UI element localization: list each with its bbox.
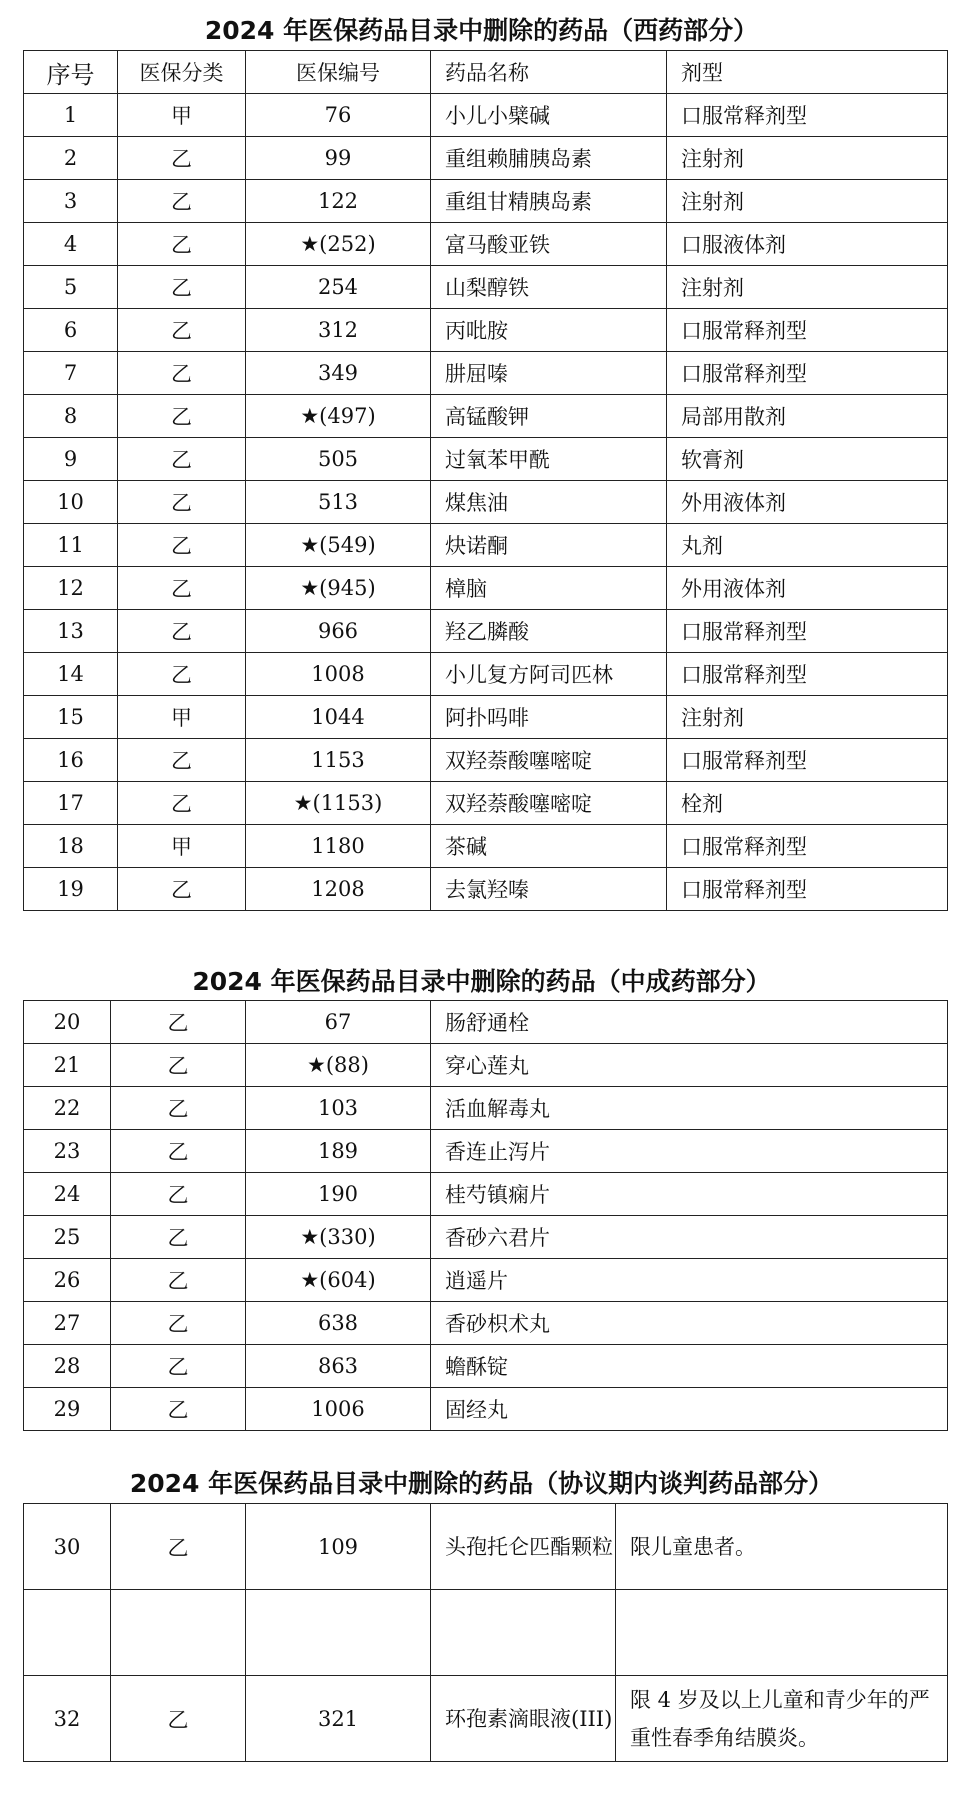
table-row xyxy=(24,1173,948,1216)
cell-seq: 12 xyxy=(24,567,118,610)
cell-seq: 16 xyxy=(24,739,118,782)
table-row xyxy=(24,567,948,610)
cell-drug-name: 环孢素滴眼液(III) xyxy=(431,1676,616,1762)
cell-code: 190 xyxy=(246,1173,431,1216)
cell-detail: 丸剂 xyxy=(667,524,948,567)
cell-category: 乙 xyxy=(118,567,246,610)
cell-category: 乙 xyxy=(111,1504,246,1590)
cell-detail: 限 4 岁及以上儿童和青少年的严重性春季角结膜炎。 xyxy=(616,1676,948,1762)
cell-detail: 口服常释剂型 xyxy=(667,610,948,653)
cell-code xyxy=(246,1590,431,1676)
table-row xyxy=(24,1388,948,1431)
section1-title: 2024 年医保药品目录中删除的药品（西药部分） xyxy=(204,16,759,45)
cell-code: ★(88) xyxy=(246,1044,431,1087)
cell-detail: 外用液体剂 xyxy=(667,481,948,524)
cell-drug-name: 去氯羟嗪 xyxy=(431,868,667,911)
cell-seq: 8 xyxy=(24,395,118,438)
cell-drug-name: 重组赖脯胰岛素 xyxy=(431,137,667,180)
cell-seq: 19 xyxy=(24,868,118,911)
table-row xyxy=(24,1001,948,1044)
cell-category: 甲 xyxy=(118,696,246,739)
table-row xyxy=(24,395,948,438)
cell-category: 乙 xyxy=(118,223,246,266)
table-row xyxy=(24,1087,948,1130)
cell-seq: 22 xyxy=(24,1087,111,1130)
cell-detail: 注射剂 xyxy=(667,180,948,223)
cell-seq: 24 xyxy=(24,1173,111,1216)
header-seq: 序号 xyxy=(24,51,118,94)
header-dosage-form: 剂型 xyxy=(667,51,948,94)
cell-category: 乙 xyxy=(118,395,246,438)
cell-seq: 9 xyxy=(24,438,118,481)
cell-category: 乙 xyxy=(111,1216,246,1259)
cell-category: 乙 xyxy=(118,352,246,395)
cell-category: 乙 xyxy=(118,481,246,524)
cell-drug-name: 蟾酥锭 xyxy=(431,1345,948,1388)
cell-category: 乙 xyxy=(118,309,246,352)
cell-seq: 11 xyxy=(24,524,118,567)
cell-seq: 28 xyxy=(24,1345,111,1388)
cell-category: 乙 xyxy=(118,610,246,653)
cell-code: 966 xyxy=(246,610,431,653)
cell-category xyxy=(111,1590,246,1676)
cell-detail: 口服液体剂 xyxy=(667,223,948,266)
cell-category: 乙 xyxy=(111,1001,246,1044)
cell-seq: 6 xyxy=(24,309,118,352)
cell-drug-name: 头孢托仑匹酯颗粒 xyxy=(431,1504,616,1590)
cell-drug-name: 桂芍镇痫片 xyxy=(431,1173,948,1216)
cell-code: 1044 xyxy=(246,696,431,739)
cell-category: 乙 xyxy=(111,1259,246,1302)
cell-drug-name: 小儿小檗碱 xyxy=(431,94,667,137)
cell-category: 乙 xyxy=(118,438,246,481)
cell-drug-name: 煤焦油 xyxy=(431,481,667,524)
cell-seq: 3 xyxy=(24,180,118,223)
section2-title: 2024 年医保药品目录中删除的药品（中成药部分） xyxy=(192,967,771,996)
table-row xyxy=(24,137,948,180)
table-row xyxy=(24,94,948,137)
cell-drug-name: 茶碱 xyxy=(431,825,667,868)
cell-detail: 注射剂 xyxy=(667,137,948,180)
table-row xyxy=(24,1044,948,1087)
cell-drug-name xyxy=(431,1590,616,1676)
cell-detail: 外用液体剂 xyxy=(667,567,948,610)
cell-drug-name: 丙吡胺 xyxy=(431,309,667,352)
header-drug-name: 药品名称 xyxy=(431,51,667,94)
table-row xyxy=(24,481,948,524)
table-row xyxy=(24,438,948,481)
cell-drug-name: 小儿复方阿司匹林 xyxy=(431,653,667,696)
cell-code: 312 xyxy=(246,309,431,352)
cell-seq: 20 xyxy=(24,1001,111,1044)
cell-seq: 14 xyxy=(24,653,118,696)
cell-code: 189 xyxy=(246,1130,431,1173)
cell-seq: 15 xyxy=(24,696,118,739)
cell-code: ★(330) xyxy=(246,1216,431,1259)
table-row xyxy=(24,309,948,352)
table-row xyxy=(24,696,948,739)
table-row xyxy=(24,739,948,782)
cell-category: 乙 xyxy=(118,868,246,911)
table-row xyxy=(24,610,948,653)
cell-code: 863 xyxy=(246,1345,431,1388)
cell-seq: 5 xyxy=(24,266,118,309)
cell-category: 乙 xyxy=(111,1302,246,1345)
table-row xyxy=(24,266,948,309)
table-row xyxy=(24,1302,948,1345)
cell-drug-name: 樟脑 xyxy=(431,567,667,610)
cell-code: ★(945) xyxy=(246,567,431,610)
table-row xyxy=(24,782,948,825)
cell-drug-name: 香砂六君片 xyxy=(431,1216,948,1259)
cell-category: 乙 xyxy=(118,653,246,696)
cell-category: 乙 xyxy=(111,1345,246,1388)
cell-detail: 栓剂 xyxy=(667,782,948,825)
cell-seq: 17 xyxy=(24,782,118,825)
cell-code: ★(604) xyxy=(246,1259,431,1302)
cell-seq: 7 xyxy=(24,352,118,395)
table-row xyxy=(24,180,948,223)
cell-drug-name: 固经丸 xyxy=(431,1388,948,1431)
chinese-medicine-table xyxy=(23,1000,948,1431)
cell-category: 乙 xyxy=(118,524,246,567)
cell-code: ★(497) xyxy=(246,395,431,438)
cell-drug-name: 双羟萘酸噻嘧啶 xyxy=(431,782,667,825)
cell-code: 1153 xyxy=(246,739,431,782)
cell-detail: 注射剂 xyxy=(667,696,948,739)
cell-code: ★(252) xyxy=(246,223,431,266)
cell-code: 122 xyxy=(246,180,431,223)
cell-code: 103 xyxy=(246,1087,431,1130)
table-row xyxy=(24,524,948,567)
cell-detail: 口服常释剂型 xyxy=(667,94,948,137)
cell-seq: 25 xyxy=(24,1216,111,1259)
western-medicine-table xyxy=(23,50,948,911)
cell-code: 513 xyxy=(246,481,431,524)
cell-seq: 10 xyxy=(24,481,118,524)
cell-detail: 口服常释剂型 xyxy=(667,739,948,782)
cell-seq: 4 xyxy=(24,223,118,266)
cell-code: 1180 xyxy=(246,825,431,868)
table-row xyxy=(24,1216,948,1259)
cell-code: 321 xyxy=(246,1676,431,1762)
table-row xyxy=(24,1676,948,1762)
cell-seq: 13 xyxy=(24,610,118,653)
table-row xyxy=(24,1130,948,1173)
cell-code: 1008 xyxy=(246,653,431,696)
cell-seq: 27 xyxy=(24,1302,111,1345)
cell-drug-name: 穿心莲丸 xyxy=(431,1044,948,1087)
cell-drug-name: 富马酸亚铁 xyxy=(431,223,667,266)
cell-seq: 29 xyxy=(24,1388,111,1431)
cell-category: 甲 xyxy=(118,94,246,137)
cell-code: 638 xyxy=(246,1302,431,1345)
header-category: 医保分类 xyxy=(118,51,246,94)
cell-seq: 23 xyxy=(24,1130,111,1173)
cell-category: 乙 xyxy=(111,1676,246,1762)
cell-category: 乙 xyxy=(111,1388,246,1431)
cell-seq xyxy=(24,1590,111,1676)
cell-detail: 软膏剂 xyxy=(667,438,948,481)
cell-drug-name: 阿扑吗啡 xyxy=(431,696,667,739)
cell-category: 乙 xyxy=(118,180,246,223)
cell-code: 76 xyxy=(246,94,431,137)
cell-category: 乙 xyxy=(118,137,246,180)
table-row xyxy=(24,825,948,868)
cell-category: 乙 xyxy=(111,1044,246,1087)
cell-category: 乙 xyxy=(118,266,246,309)
table-row xyxy=(24,1259,948,1302)
section3-title: 2024 年医保药品目录中删除的药品（协议期内谈判药品部分） xyxy=(129,1469,834,1498)
cell-code: 254 xyxy=(246,266,431,309)
cell-detail: 局部用散剂 xyxy=(667,395,948,438)
cell-drug-name: 肼屈嗪 xyxy=(431,352,667,395)
cell-category: 乙 xyxy=(111,1173,246,1216)
cell-code: 67 xyxy=(246,1001,431,1044)
cell-drug-name: 过氧苯甲酰 xyxy=(431,438,667,481)
cell-drug-name: 山梨醇铁 xyxy=(431,266,667,309)
cell-drug-name: 双羟萘酸噻嘧啶 xyxy=(431,739,667,782)
table-row xyxy=(24,1590,948,1676)
cell-drug-name: 高锰酸钾 xyxy=(431,395,667,438)
cell-category: 乙 xyxy=(111,1130,246,1173)
cell-seq: 32 xyxy=(24,1676,111,1762)
cell-drug-name: 肠舒通栓 xyxy=(431,1001,948,1044)
cell-detail: 口服常释剂型 xyxy=(667,309,948,352)
cell-detail: 限儿童患者。 xyxy=(616,1504,948,1590)
cell-detail: 口服常释剂型 xyxy=(667,352,948,395)
cell-code: 1208 xyxy=(246,868,431,911)
cell-category: 乙 xyxy=(111,1087,246,1130)
cell-seq: 21 xyxy=(24,1044,111,1087)
cell-category: 乙 xyxy=(118,739,246,782)
table-row xyxy=(24,1504,948,1590)
table-row xyxy=(24,868,948,911)
cell-detail: 口服常释剂型 xyxy=(667,825,948,868)
cell-seq: 1 xyxy=(24,94,118,137)
cell-drug-name: 逍遥片 xyxy=(431,1259,948,1302)
table-row xyxy=(24,223,948,266)
cell-code: ★(549) xyxy=(246,524,431,567)
table-row xyxy=(24,1345,948,1388)
cell-detail: 注射剂 xyxy=(667,266,948,309)
header-code: 医保编号 xyxy=(246,51,431,94)
cell-detail xyxy=(616,1590,948,1676)
cell-code: 1006 xyxy=(246,1388,431,1431)
table-header-row xyxy=(24,51,948,94)
cell-code: 505 xyxy=(246,438,431,481)
cell-seq: 18 xyxy=(24,825,118,868)
cell-drug-name: 炔诺酮 xyxy=(431,524,667,567)
cell-category: 甲 xyxy=(118,825,246,868)
cell-drug-name: 重组甘精胰岛素 xyxy=(431,180,667,223)
table-row xyxy=(24,352,948,395)
table-row xyxy=(24,653,948,696)
negotiated-drugs-table xyxy=(23,1503,948,1762)
cell-drug-name: 羟乙膦酸 xyxy=(431,610,667,653)
cell-drug-name: 香连止泻片 xyxy=(431,1130,948,1173)
cell-drug-name: 香砂枳术丸 xyxy=(431,1302,948,1345)
cell-code: 349 xyxy=(246,352,431,395)
cell-detail: 口服常释剂型 xyxy=(667,868,948,911)
cell-detail: 口服常释剂型 xyxy=(667,653,948,696)
cell-seq: 30 xyxy=(24,1504,111,1590)
cell-code: ★(1153) xyxy=(246,782,431,825)
cell-seq: 2 xyxy=(24,137,118,180)
cell-drug-name: 活血解毒丸 xyxy=(431,1087,948,1130)
cell-category: 乙 xyxy=(118,782,246,825)
cell-code: 99 xyxy=(246,137,431,180)
cell-code: 109 xyxy=(246,1504,431,1590)
cell-seq: 26 xyxy=(24,1259,111,1302)
